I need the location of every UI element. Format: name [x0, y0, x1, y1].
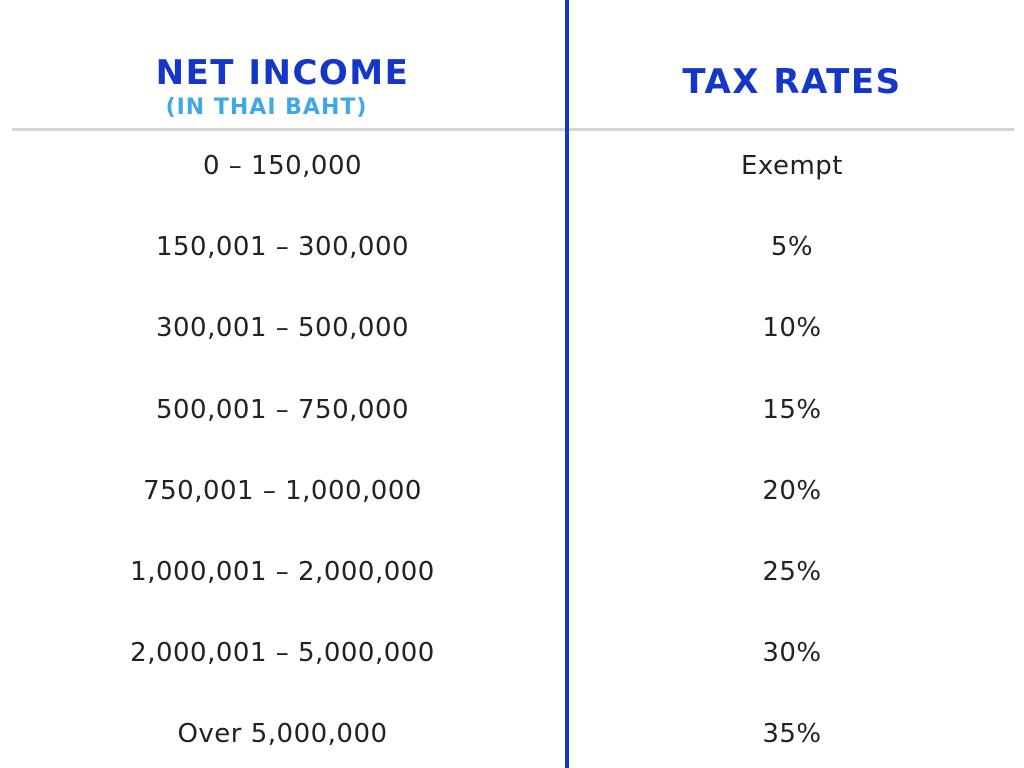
rate-cell: 20%: [762, 476, 822, 506]
income-column-subheader: (IN THAI BAHT): [165, 95, 368, 120]
income-cell: 500,001 – 750,000: [155, 395, 410, 425]
income-column-header: NET INCOME: [155, 53, 410, 93]
income-cell: 300,001 – 500,000: [155, 313, 410, 343]
rate-cell: 35%: [762, 719, 822, 749]
rate-cell: 5%: [770, 232, 814, 262]
rate-cell: Exempt: [740, 151, 844, 181]
income-cell: 1,000,001 – 2,000,000: [130, 557, 435, 587]
rate-cell: 10%: [762, 313, 822, 343]
income-cell: Over 5,000,000: [177, 719, 388, 749]
income-cell: 2,000,001 – 5,000,000: [130, 638, 435, 668]
income-cell: 0 – 150,000: [202, 151, 363, 181]
rate-cell: 30%: [762, 638, 822, 668]
income-cell: 150,001 – 300,000: [155, 232, 410, 262]
header-divider: [12, 128, 1014, 131]
rate-column-header: TAX RATES: [682, 62, 902, 102]
rate-cell: 15%: [762, 395, 822, 425]
rate-cell: 25%: [762, 557, 822, 587]
income-cell: 750,001 – 1,000,000: [143, 476, 422, 506]
